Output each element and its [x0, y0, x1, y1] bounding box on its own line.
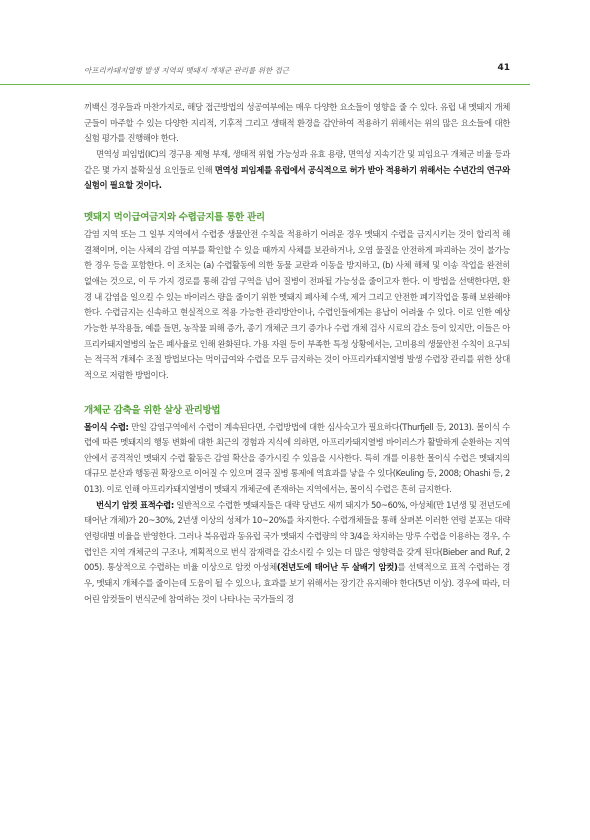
intro-p2-bold: 면역성 피임제를 유럽에서 공식적으로 허가 받아 적용하기 위해서는 수년간의 연구와 실험이 필요할 것이다.: [84, 164, 511, 191]
driven-hunt-label: 몰이식 수렵:: [84, 421, 129, 432]
intro-paragraph-1: 끼백신 경우들과 마찬가지로, 해당 접근방법의 성공여부에는 매우 다양한 요소들이 영향을 줄 수 있다. 유럽 내 멧돼지 개체군들이 마주할 수 있는 다양한 지리적, 기후적 그리고 생태적 환경을 감안하여 적용하기 위해서는 위의 많은 요소들에 대한 실험 평가를 진행해야 한다.: [84, 102, 510, 144]
section-heading-lethal-management: 개체군 감축을 위한 살상 관리방법: [84, 404, 221, 416]
page-header: [0, 58, 530, 85]
section1-paragraph: 감염 지역 또는 그 일부 지역에서 수렵중 생물안전 수칙을 적용하기 어려운 경우 멧돼지 수렵을 금지시키는 것이 합리적 해결책이며, 이는 사체의 감염 여부를 확인할 수 있을 때까지 사체를 보관하거나, 오염 물질을 안전하게 파괴하는 것이 불가능한 경우 등을 포함한다. 이 조치는 (a) 수렵활동에 의한 동물 교란과 이동을 방지하고, (b) 사체 해체 및 이송 작업을 완전히 없애는 것으로, 이 두 가지 경로를 통해 감염 구역을 넘어 질병이 전파될 가능성을 줄이고자 한다. 이 방법을 선택한다면, 환경 내 감염을 일으킬 수 있는 바이러스 량을 줄이기 위한 멧돼지 폐사체 수색, 제거 그리고 안전한 폐기작업을 통해 보완해야 한다. 수렵금지는 신속하고 현실적으로 적용 가능한 관리방안이나, 수렵인들에게는 용납이 어려울 수 있다. 이로 인한 예상가능한 부작용들, 예를 들면, 농작물 피해 증가, 종기 개체군 크기 증가나 수렵 개체 검사 시료의 감소 등이 있지만, 이들은 아프리카돼지열병의 높은 폐사율로 인해 완화된다. 가용 자원 등이 부족한 특정 상황에서는, 고비용의 생물안전 수칙이 요구되는 적극적 개체수 조절 방법보다는 먹이급여와 수렵을 모두 금지하는 것이 아프리카돼지열병 발생 수렵장 관리를 위한 상대적으로 저렴한 방법이다.: [84, 228, 510, 380]
section2-paragraph-driven-hunt: [84, 420, 510, 498]
page-number: 41: [497, 63, 510, 73]
page-body: [84, 100, 510, 607]
section-heading-feeding-hunting-ban: 멧돼지 먹이급여금지와 수렵금지를 통한 관리: [84, 211, 265, 223]
female-targeting-bold-phrase: (전년도에 태어난 두 살배기 암컷): [276, 562, 398, 573]
intro-paragraph-2: [84, 147, 510, 194]
female-targeting-text-1: 일반적으로 수렵한 멧돼지들은 대략 당년도 새끼 돼지가 50~60%, 아성체(만 1년생 및 전년도에 태어난 개체)가 20~30%, 2년생 이상의 성체가 10~20%를 차지한다. 수렵개체들을 통해 살펴본 이러한 연령 분포는 대략 연령대별 비율을 반영한다. 그러나 북유럽과 동유럽 국가 멧돼지 수렵량의 약 3/4을 차지하는 망루 수렵을 이용하는 경우, 수렵인은 지역 개체군의 구조나, 계획적으로 번식 잠재력을 감소시킬 수 있는 더 많은 영향력을 갖게 된다(Bieber and Ruf, 2005). 통상적으로 수렵하는 비율 이상으로 암컷 아성체: [84, 499, 510, 573]
intro-p2-text: 면역성 피임법(IC)의 경구용 제형 부재, 생태적 위협 가능성과 유효 용량, 면역성 지속기간 및 피임요구 개체군 비율 등과 같은 몇 가지 불확실성 요인들로 인해: [84, 148, 510, 175]
section2-paragraph-female-targeting: [84, 498, 510, 608]
running-title: 아프리카돼지열병 발생 지역의 멧돼지 개체군 관리를 위한 접근: [84, 66, 290, 75]
female-targeting-text-2: 를 선택적으로 표적 수렵하는 경우, 멧돼지 개체수를 줄이는데 도움이 될 수 있으나, 효과를 보기 위해서는 장기간 유지해야 한다(5년 이상). 경우에 따라, 더 어린 암컷들이 번식군에 참여하는 것이 나타나는 국가들의 경: [84, 562, 511, 604]
driven-hunt-text: 만일 감염구역에서 수렵이 계속된다면, 수렵방법에 대한 심사숙고가 필요하다(Thurfjell 등, 2013). 몰이식 수렵에 따른 멧돼지의 행동 변화에 대한 최근의 경험과 지식에 의하면, 아프리카돼지열병 바이러스가 활발하게 순환하는 지역 안에서 공격적인 멧돼지 수렵 활동은 감염 확산을 증가시킬 수 있음을 시사한다. 특히 개를 이용한 몰이식 수렵은 멧돼지의 대규모 분산과 행동권 확장으로 이어질 수 있으며 결국 질병 통제에 역효과를 낳을 수 있다(Keuling 등, 2008; Ohashi 등, 2013). 이로 인해 아프리카돼지열병이 멧돼지 개체군에 존재하는 지역에서는, 몰이식 수렵은 흔히 금지한다.: [84, 421, 510, 495]
female-targeting-label: 번식기 암컷 표적수렵:: [96, 499, 174, 510]
